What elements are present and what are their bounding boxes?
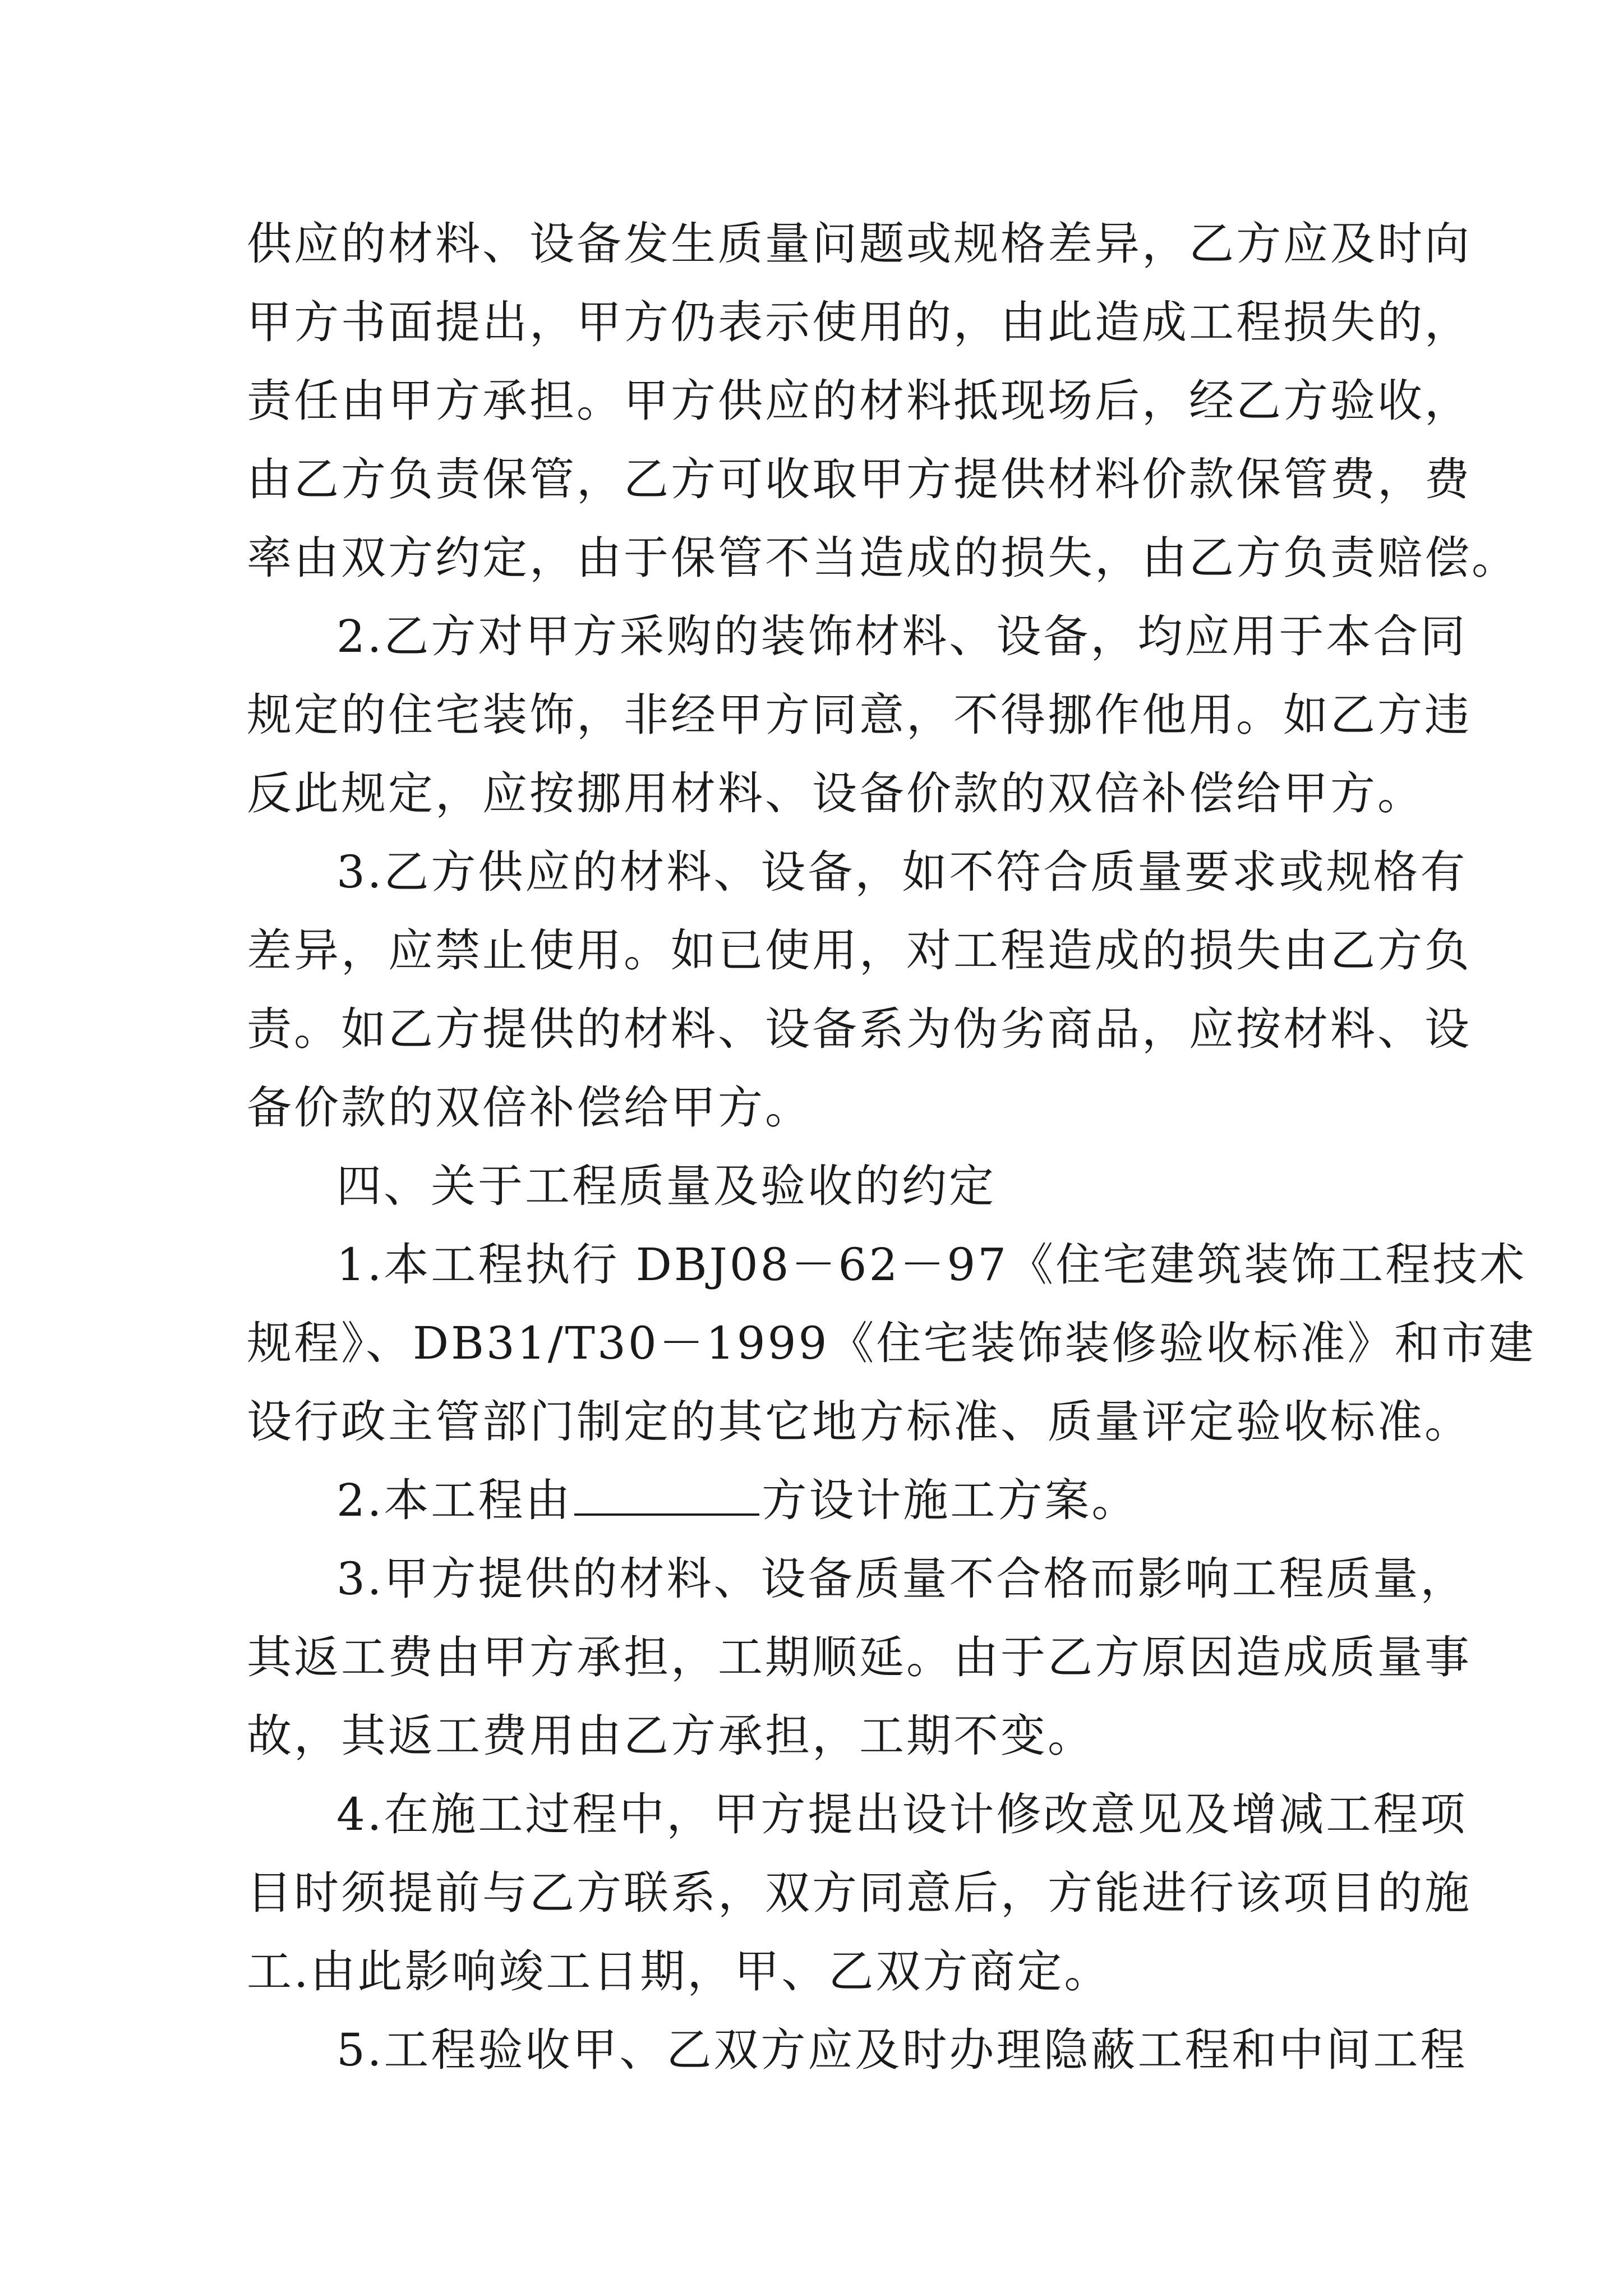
text-line: 由乙方负责保管，乙方可收取甲方提供材料价款保管费，费 (247, 453, 1472, 505)
text-line: 率由双方约定，由于保管不当造成的损失，由乙方负责赔偿。 (247, 532, 1519, 584)
text-line: 工.由此影响竣工日期，甲、乙双方商定。 (247, 1945, 1112, 1998)
text-line: 其返工费由甲方承担，工期顺延。由于乙方原因造成质量事 (247, 1631, 1472, 1683)
fill-in-blank (574, 1473, 759, 1516)
paragraph-start-line: 4.在施工过程中，甲方提出设计修改意见及增减工程项 (336, 1788, 1468, 1841)
paragraph-start-line: 1.本工程执行 DBJ08－62－97《住宅建筑装饰工程技术 (336, 1239, 1527, 1291)
text-line: 目时须提前与乙方联系，双方同意后，方能进行该项目的施 (247, 1867, 1472, 1919)
paragraph-start-line: 3.乙方供应的材料、设备，如不符合质量要求或规格有 (336, 846, 1468, 898)
text-line: 故，其返工费用由乙方承担，工期不变。 (247, 1710, 1095, 1762)
fill-in-prefix: 2.本工程由 (336, 1474, 573, 1526)
document-body (247, 205, 1536, 2090)
paragraph-start-line: 2.乙方对甲方采购的装饰材料、设备，均应用于本合同 (336, 610, 1468, 662)
text-line: 差异，应禁止使用。如已使用，对工程造成的损失由乙方负 (247, 924, 1472, 977)
text-line: 供应的材料、设备发生质量问题或规格差异，乙方应及时向 (247, 218, 1472, 270)
paragraph-start-line: 3.甲方提供的材料、设备质量不合格而影响工程质量， (336, 1553, 1468, 1605)
paragraph-start-line: 5.工程验收甲、乙双方应及时办理隐蔽工程和中间工程 (336, 2024, 1468, 2076)
text-line: 责。如乙方提供的材料、设备系为伪劣商品，应按材料、设 (247, 1003, 1472, 1055)
text-line: 甲方书面提出，甲方仍表示使用的，由此造成工程损失的， (247, 296, 1472, 348)
text-line: 备价款的双倍补偿给甲方。 (247, 1082, 812, 1134)
text-line: 规程》、DB31/T30－1999《住宅装饰装修验收标准》和市建 (247, 1317, 1536, 1369)
text-line: 规定的住宅装饰，非经甲方同意，不得挪作他用。如乙方违 (247, 689, 1472, 741)
text-line: 反此规定，应按挪用材料、设备价款的双倍补偿给甲方。 (247, 767, 1424, 820)
paragraph-start-line (247, 1461, 1419, 1540)
text-line: 责任由甲方承担。甲方供应的材料抵现场后，经乙方验收， (247, 375, 1472, 427)
text-line: 设行政主管部门制定的其它地方标准、质量评定验收标准。 (247, 1396, 1472, 1448)
section-heading: 四、关于工程质量及验收的约定 (336, 1160, 996, 1212)
fill-in-suffix: 方设计施工方案。 (762, 1474, 1139, 1526)
